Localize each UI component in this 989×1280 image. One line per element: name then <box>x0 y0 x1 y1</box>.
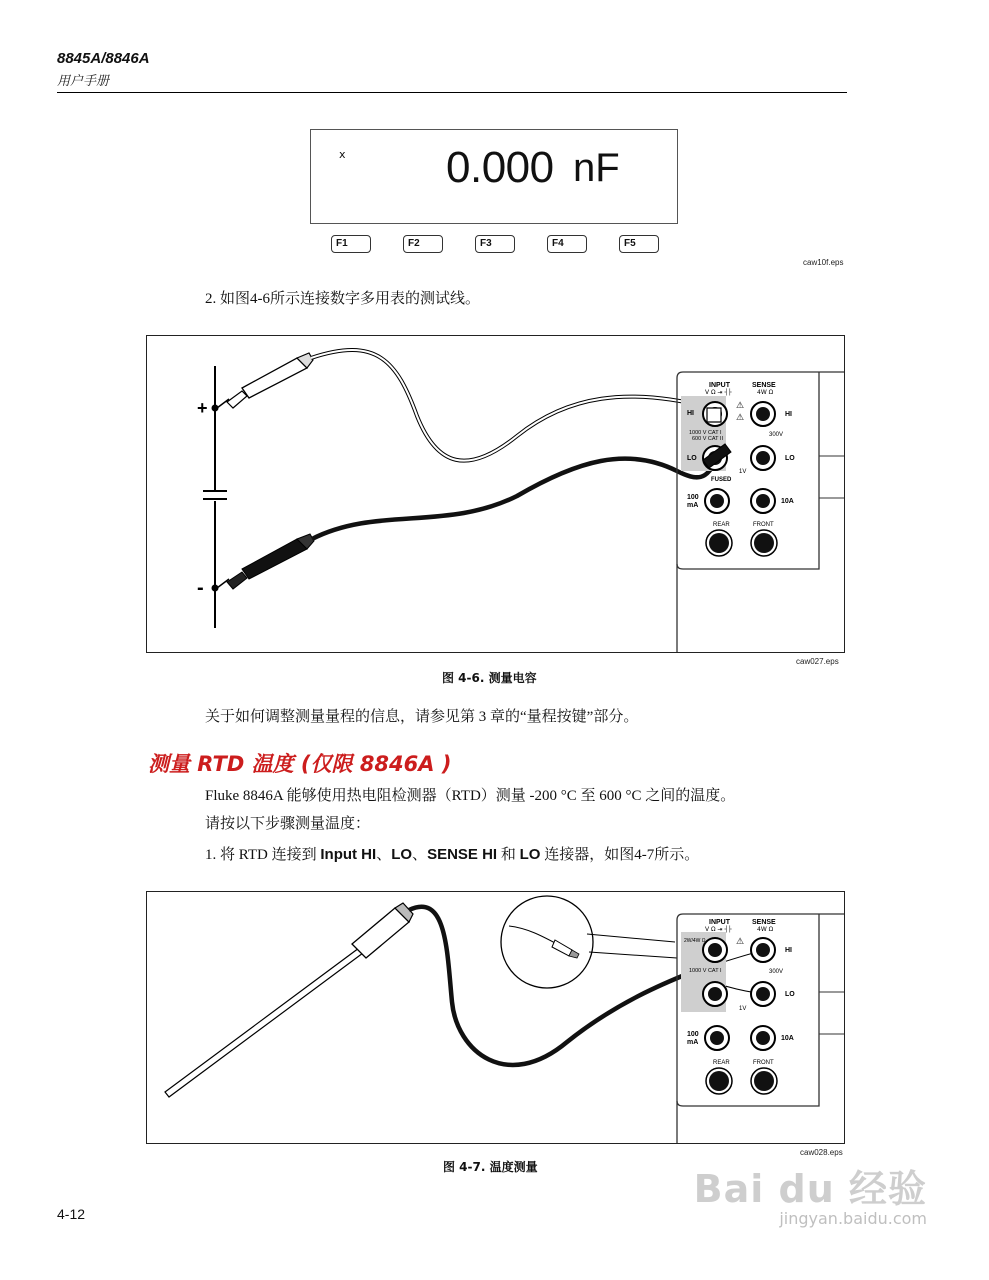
label-1v: 1V <box>739 469 747 475</box>
function-key-f5: F5 <box>619 235 659 253</box>
display-indicator: x <box>339 148 346 161</box>
input-hi-label: HI <box>687 410 694 417</box>
page-number: 4-12 <box>57 1206 86 1222</box>
figure-4-7-caption: 图 4-7. 温度测量 <box>443 1160 538 1174</box>
rtd-handle <box>352 908 409 958</box>
step-1-suffix: 连接器，如图4-7所示。 <box>540 847 700 863</box>
minus-sign: - <box>197 577 204 599</box>
watermark-url: jingyan.baidu.com <box>779 1209 927 1228</box>
figure-4-6-file-label: caw027.eps <box>796 657 839 666</box>
temperature-diagram <box>147 892 845 1144</box>
figure-4-6 <box>146 335 845 653</box>
section-title: 测量 RTD 温度 (仅限 8846A ) <box>148 752 452 776</box>
red-lead-fill <box>311 350 712 461</box>
header-subtitle: 用户手册 <box>57 74 110 89</box>
label-10a: 10A <box>781 498 794 505</box>
function-key-f1: F1 <box>331 235 371 253</box>
header-model: 8845A/8846A <box>57 50 150 67</box>
label-ma: mA <box>687 502 699 509</box>
section-para-line2: 请按以下步骤测量温度： <box>205 816 371 832</box>
step-1-lo: LO <box>391 846 413 863</box>
magnified-inset <box>501 896 593 988</box>
header-rule <box>57 92 847 93</box>
function-key-f4: F4 <box>547 235 587 253</box>
panel-input-label: INPUT <box>709 382 730 389</box>
rtd-rod <box>165 948 363 1097</box>
panel2-cat1: 1000 V CAT I <box>689 968 722 974</box>
black-probe <box>217 534 314 589</box>
label-100: 100 <box>687 494 699 501</box>
baidu-watermark <box>694 1158 927 1228</box>
label-front: FRONT <box>753 522 774 528</box>
warning-icon: ⚠ <box>736 400 745 410</box>
step-1-lo-2: LO <box>519 846 541 863</box>
sense-lo-label: LO <box>785 455 795 462</box>
display-value: 0.000 <box>446 143 554 192</box>
display-file-label: caw10f.eps <box>803 258 844 267</box>
cat-rating-1: 1000 V CAT I <box>689 430 722 436</box>
front-panel <box>677 372 845 653</box>
sense-lo-label-2: LO <box>785 991 795 998</box>
panel2-front: FRONT <box>753 1060 774 1066</box>
watermark-logo: Bai du 经验 <box>693 1167 927 1211</box>
step-1-sep1: 、 <box>376 847 392 863</box>
panel2-10a: 10A <box>781 1035 794 1042</box>
panel2-300v: 300V <box>769 969 784 975</box>
panel2-rear: REAR <box>713 1060 730 1066</box>
step-1-prefix: 1. 将 RTD 连接到 <box>205 847 321 863</box>
red-plug <box>707 408 721 422</box>
figure-4-6-caption: 图 4-6. 测量电容 <box>442 671 537 685</box>
panel2-ma: mA <box>687 1039 699 1046</box>
warning-icon-3: ⚠ <box>736 936 745 946</box>
cat-rating-2: 600 V CAT II <box>692 436 723 442</box>
step-1-text <box>205 843 699 864</box>
label-300v: 300V <box>769 432 784 438</box>
front-panel-2 <box>677 914 845 1144</box>
figure-4-7-file-label: caw028.eps <box>800 1148 843 1157</box>
red-probe <box>217 353 313 408</box>
inset-pointer <box>587 934 677 958</box>
section-para-line1: Fluke 8846A 能够使用热电阻检测器（RTD）测量 -200 °C 至 600 °C 之间的温度。 <box>205 788 736 804</box>
black-lead <box>312 458 717 539</box>
sense-hi-label: HI <box>785 411 792 418</box>
panel2-input-label: INPUT <box>709 919 730 926</box>
label-rear: REAR <box>713 522 730 528</box>
panel2-1v: 1V <box>739 1006 747 1012</box>
panel2-rating: 2W/4W Ω <box>684 938 706 944</box>
panel-sense-symbols: 4W Ω <box>757 389 774 396</box>
input-lo-label: LO <box>687 455 697 462</box>
panel2-sense-label: SENSE <box>752 919 776 926</box>
step-1-input-hi: Input HI <box>320 846 377 863</box>
function-key-f3: F3 <box>475 235 515 253</box>
panel2-input-symbols: V Ω ⇥ ┤├ <box>705 926 732 933</box>
panel-sense-label: SENSE <box>752 382 776 389</box>
label-fused: FUSED <box>711 477 732 483</box>
plus-sign: + <box>197 398 208 418</box>
display-unit: nF <box>573 146 620 190</box>
figure-4-7 <box>146 891 845 1144</box>
range-info-text: 关于如何调整测量量程的信息，请参见第 3 章的“量程按键”部分。 <box>205 709 639 725</box>
panel-input-symbols: V Ω ⇥ ┤├ <box>705 389 732 396</box>
step-1-sep2: 、 <box>412 847 428 863</box>
sense-hi-label-2: HI <box>785 947 792 954</box>
panel2-100: 100 <box>687 1031 699 1038</box>
warning-icon-2: ⚠ <box>736 412 745 422</box>
red-lead-outline <box>311 350 712 461</box>
capacitance-diagram <box>147 336 845 653</box>
step-1-sep3: 和 <box>497 847 520 863</box>
step-2-text: 2. 如图4-6所示连接数字多用表的测试线。 <box>205 291 480 307</box>
panel2-sense-symbols: 4W Ω <box>757 926 774 933</box>
step-1-sense-hi: SENSE HI <box>427 846 498 863</box>
function-key-f2: F2 <box>403 235 443 253</box>
